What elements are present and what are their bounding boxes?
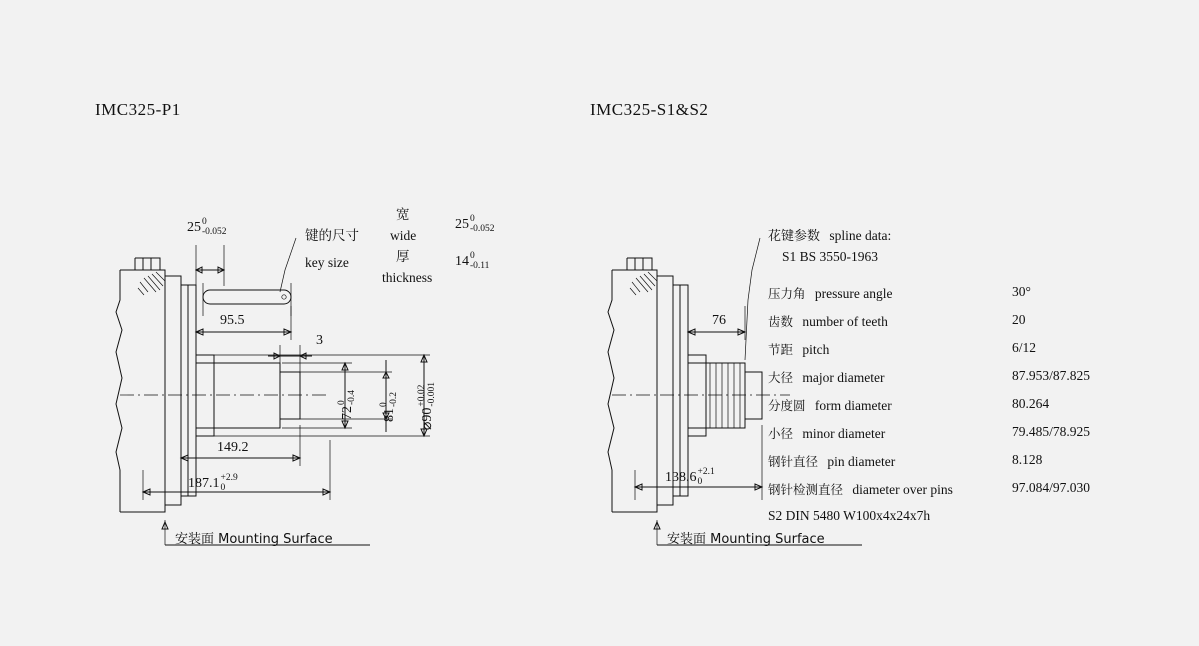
key-size-note-cjk: 键的尺寸 <box>305 228 359 243</box>
spline-standard-s2: S2 DIN 5480 W100x4x24x7h <box>768 508 931 523</box>
dim-149-2: 149.2 <box>217 440 249 455</box>
spline-standard-s1: S1 BS 3550-1963 <box>782 249 879 264</box>
spec-pitch-value: 6/12 <box>1012 340 1037 355</box>
spline-data-note: 花键参数 spline data: <box>768 228 892 244</box>
spec-minor-diameter: 小径 minor diameter <box>768 426 886 441</box>
dim-key-25: 25 0 -0.052 <box>187 217 227 237</box>
dim-138-6: 138.6 +2.1 0 <box>665 467 715 487</box>
spec-major-diameter-value: 87.953/87.825 <box>1012 368 1091 383</box>
spec-pin-diameter: 钢针直径 pin diameter <box>768 454 896 469</box>
page-title-left: IMC325-P1 <box>95 100 181 119</box>
spec-form-diameter: 分度圆 form diameter <box>768 398 892 413</box>
dim-81: 81 0 -0.2 <box>379 391 399 422</box>
spec-major-diameter: 大径 major diameter <box>768 370 885 385</box>
tol-lower: -0.052 <box>202 226 227 237</box>
spec-diameter-over-pins-value: 97.084/97.030 <box>1012 480 1091 495</box>
key-wide-value: 25 0 -0.052 <box>455 214 495 234</box>
dim-95-5: 95.5 <box>220 313 245 328</box>
page-title-right: IMC325-S1&S2 <box>590 100 709 119</box>
mounting-surface-right: 安装面 Mounting Surface <box>667 532 825 547</box>
key-wide-en: wide <box>390 228 417 243</box>
dim-3: 3 <box>316 333 323 348</box>
spec-teeth: 齿数 number of teeth <box>768 314 888 329</box>
mounting-surface-left: 安装面 Mounting Surface <box>175 532 333 547</box>
spec-pitch: 节距 pitch <box>768 342 830 357</box>
key-thickness-en: thickness <box>382 270 433 285</box>
tol-upper: 0 <box>202 217 207 227</box>
spec-form-diameter-value: 80.264 <box>1012 396 1050 411</box>
key-wide-cjk: 宽 <box>396 207 410 222</box>
key-thickness-cjk: 厚 <box>396 249 410 264</box>
dim-90: ⌀90 +0.02 -0.001 <box>417 382 437 430</box>
dim-72: 72 0 -0.4 <box>337 389 357 420</box>
dim-76: 76 <box>712 313 726 328</box>
spec-teeth-value: 20 <box>1012 312 1026 327</box>
dim-187-1: 187.1 +2.9 0 <box>188 473 238 493</box>
spec-pressure-angle: 压力角 pressure angle <box>768 286 893 301</box>
spec-diameter-over-pins: 钢针检测直径 diameter over pins <box>768 482 953 497</box>
key-size-note-en: key size <box>305 255 349 270</box>
spec-pin-diameter-value: 8.128 <box>1012 452 1043 467</box>
spec-pressure-angle-value: 30° <box>1012 284 1031 299</box>
spec-minor-diameter-value: 79.485/78.925 <box>1012 424 1091 439</box>
key-thickness-value: 14 0 -0.11 <box>455 251 490 271</box>
